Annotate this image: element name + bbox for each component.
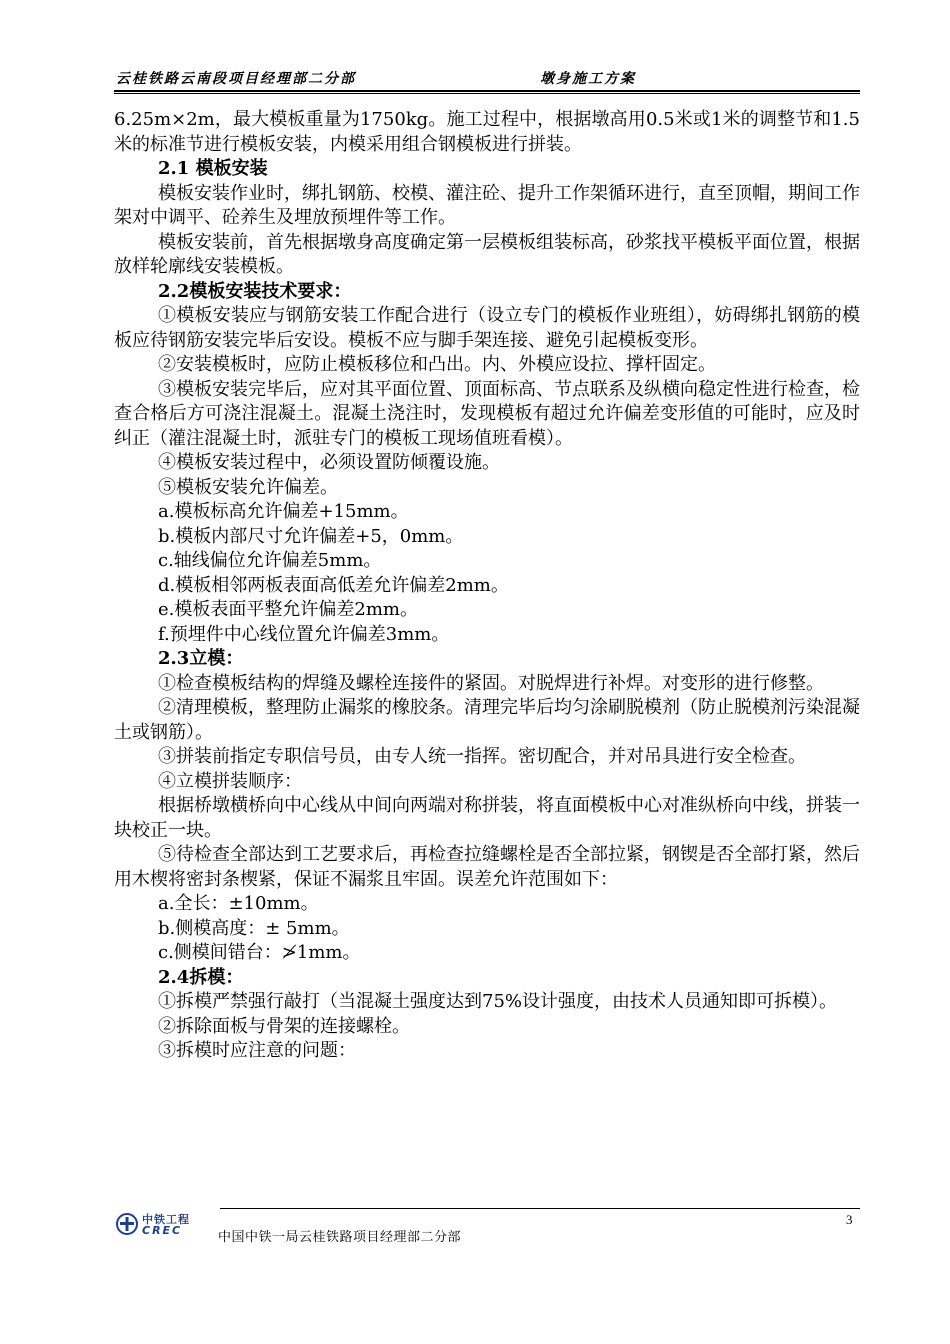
footer-organization: 中国中铁一局云桂铁路项目经理部二分部: [218, 1230, 462, 1245]
body-paragraph: 模板安装作业时，绑扎钢筋、校模、灌注砼、提升工作架循环进行，直至顶帽，期间工作架对中调平、砼养生及埋放预埋件等工作。: [114, 182, 860, 228]
body-paragraph: ③拼装前指定专职信号员，由专人统一指挥。密切配合，并对吊具进行安全检查。: [158, 746, 806, 767]
body-paragraph: ②拆除面板与骨架的连接螺栓。: [158, 1015, 410, 1037]
logo-english-text: CREC: [142, 1224, 183, 1237]
section-heading: 2.2模板安装技术要求：: [158, 280, 352, 302]
body-paragraph: e.模板表面平整允许偏差2mm。: [158, 599, 418, 620]
crec-logo-icon: [116, 1213, 138, 1235]
body-paragraph: ③拆模时应注意的问题：: [158, 1040, 356, 1061]
document-body: [114, 108, 860, 1064]
page-number: 3: [846, 1212, 853, 1227]
section-heading: 2.3立模：: [158, 648, 244, 669]
body-paragraph: ④模板安装过程中，必须设置防倾覆设施。: [158, 452, 500, 473]
body-paragraph: 模板安装前，首先根据墩身高度确定第一层模板组装标高，砂浆找平模板平面位置，根据放样轮廓线安装模板。: [114, 231, 860, 277]
header-rule-thin: [114, 93, 860, 94]
body-paragraph: b.模板内部尺寸允许偏差+5，0mm。: [158, 525, 464, 547]
body-paragraph: f.预埋件中心线位置允许偏差3mm。: [158, 623, 450, 645]
body-paragraph: ④立模拼装顺序：: [158, 770, 302, 792]
body-paragraph: ③模板安装完毕后，应对其平面位置、顶面标高、节点联系及纵横向稳定性进行检查，检查合格后方可浇注混凝土。混凝土浇注时，发现模板有超过允许偏差变形值的可能时，应及时纠正（灌注混凝土时，派驻专门的模板工现场值班看模）。: [114, 378, 860, 449]
body-paragraph: ①检查模板结构的焊缝及螺栓连接件的紧固。对脱焊进行补焊。对变形的进行修整。: [158, 672, 824, 694]
body-paragraph: 6.25m×2m，最大模板重量为1750kg。施工过程中，根据墩高用0.5米或1米的调整节和1.5米的标准节进行模板安装，内模采用组合钢模板进行拼装。: [114, 109, 860, 155]
body-paragraph: b.侧模高度：± 5mm。: [158, 917, 350, 939]
body-paragraph: d.模板相邻两板表面高低差允许偏差2mm。: [158, 574, 509, 596]
body-paragraph: a.全长：±10mm。: [158, 893, 319, 914]
body-paragraph: 根据桥墩横桥向中心线从中间向两端对称拼装，将直面模板中心对准纵桥向中线，拼装一块校正一块。: [114, 795, 860, 841]
body-paragraph: ⑤待检查全部达到工艺要求后，再检查拉缝螺栓是否全部拉紧，钢锲是否全部打紧，然后用木楔将密封条楔紧，保证不漏浆且牢固。误差允许范围如下：: [114, 844, 860, 890]
body-paragraph: ②清理模板，整理防止漏浆的橡胶条。清理完毕后均匀涂刷脱模剂（防止脱模剂污染混凝土或钢筋）。: [114, 697, 860, 743]
header-document-title: 墩身施工方案: [540, 71, 636, 87]
body-paragraph: ⑤模板安装允许偏差。: [158, 476, 338, 498]
footer-rule: [220, 1208, 860, 1209]
body-paragraph: ①拆模严禁强行敲打（当混凝土强度达到75%设计强度，由技术人员通知即可拆模）。: [158, 991, 838, 1012]
section-heading: 2.4拆模：: [158, 966, 244, 988]
logo-chinese-text: 中铁工程: [142, 1213, 190, 1226]
header-rule-thick: [114, 90, 860, 92]
body-paragraph: ①模板安装应与钢筋安装工作配合进行（设立专门的模板作业班组），妨碍绑扎钢筋的模板应待钢筋安装完毕后安设。模板不应与脚手架连接、避免引起模板变形。: [114, 305, 860, 351]
section-heading: 2.1 模板安装: [158, 158, 268, 179]
body-paragraph: a.模板标高允许偏差+15mm。: [158, 501, 409, 522]
body-paragraph: ②安装模板时，应防止模板移位和凸出。内、外模应设拉、撑杆固定。: [158, 354, 716, 375]
page-header: [114, 66, 860, 88]
crec-logo: [116, 1210, 216, 1240]
header-project-name: 云桂铁路云南段项目经理部二分部: [116, 71, 356, 87]
body-paragraph: c.侧模间错台：≯1mm。: [158, 942, 361, 963]
body-paragraph: c.轴线偏位允许偏差5mm。: [158, 550, 382, 571]
